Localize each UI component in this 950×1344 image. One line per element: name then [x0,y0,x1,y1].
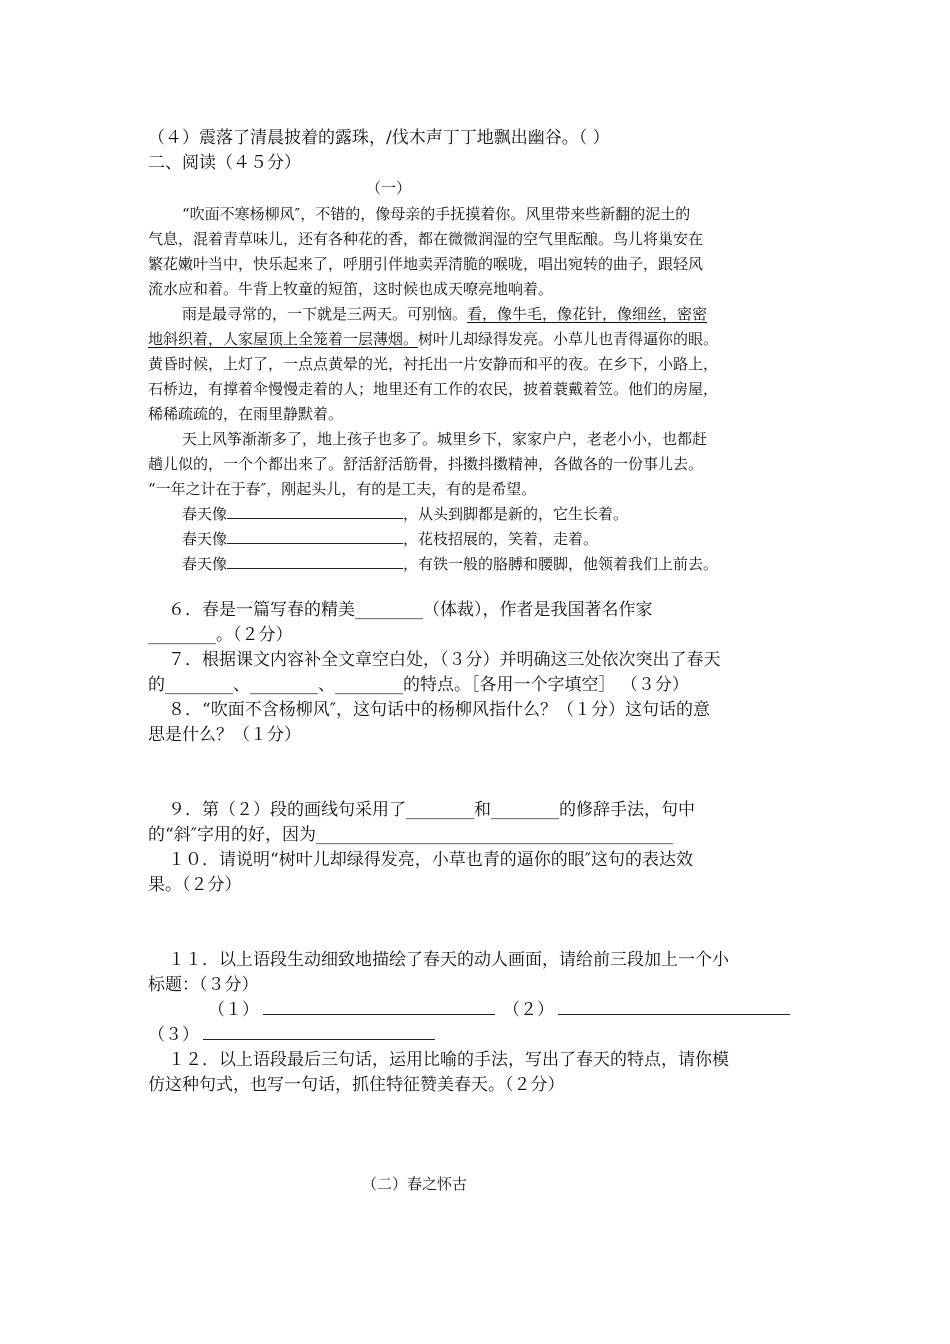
spring-line-3 [182,552,718,576]
q8-line-1: ８．“吹面不含杨柳风″，这句话中的杨柳风指什么？（１分）这句话的意 [168,700,711,720]
p2-line-3: 黄昏时候，上灯了，一点点黄晕的光，衬托出一片安静而和平的夜。在乡下，小路上， [148,355,719,373]
spring-suffix: ，从头到脚都是新的，它生长着。 [403,505,629,523]
underlined-sentence-part1: 看，像牛毛，像花针，像细丝，密密 [467,305,708,323]
q9-line-2: 的“斜″字用的好，因为__________________________________________ [148,825,674,845]
underlined-sentence-part2: 地斜织着，人家屋顶上全笼着一层薄烟。 [148,330,419,348]
p2-line-2-text: 树叶儿却绿得发亮。小草儿也青得逼你的眼。 [418,330,719,348]
q10-line-2: 果。（２分） [148,875,242,895]
p1-line-3: 繁花嫩叶当中，快乐起来了，呼朋引伴地卖弄清脆的喉咙，唱出宛转的曲子，跟轻风 [148,255,704,273]
q12-line-2: 仿这种句式，也写一句话，抓住特征赞美春天。（２分） [148,1075,565,1095]
q9-line-1: ９．第（２）段的画线句采用了________和________的修辞手法，句中 [168,800,695,820]
p1-line-2: 气息，混着青草味儿，还有各种花的香，都在微微润湿的空气里酝酿。鸟儿将巢安在 [148,230,704,248]
q11-subtitle-row-1 [208,998,790,1022]
spring-blank-2[interactable] [227,527,403,544]
p2-line-2 [148,327,718,351]
q12-line-1: １２．以上语段最后三句话，运用比喻的手法，写出了春天的特点，请你模 [168,1050,729,1070]
p3-line-3: “一年之计在于春″，刚起头儿，有的是工夫，有的是希望。 [148,480,537,498]
subtitle-1-blank[interactable] [263,998,495,1015]
p2-line-1-text: 雨是最寻常的，一下就是三两天。可别恼。 [182,305,468,323]
p2-line-4: 石桥边，有撑着伞慢慢走着的人；地里还有工作的农民，披着蓑戴着笠。他们的房屋， [148,380,719,398]
subtitle-1-label: （１） [208,1000,259,1020]
p1-line-1: “吹面不寒杨柳风″，不错的，像母亲的手抚摸着你。风里带来些新翻的泥土的 [182,205,691,223]
spring-prefix: 春天像 [182,530,228,548]
spring-blank-1[interactable] [227,502,403,519]
subtitle-2-label: （２） [503,1000,554,1020]
spring-suffix: ，花枝招展的，笑着，走着。 [403,530,599,548]
subtitle-3-blank[interactable] [203,1023,435,1040]
spring-prefix: 春天像 [182,505,228,523]
q8-line-2: 思是什么？（１分） [148,725,301,745]
q6-line-2: ________。（２分） [148,625,293,645]
spring-line-1 [182,502,628,526]
p2-line-5: 稀稀疏疏的，在雨里静默着。 [148,405,344,423]
p3-line-1: 天上风筝渐渐多了，地上孩子也多了。城里乡下，家家户户，老老小小，也都赶 [182,430,708,448]
p3-line-2: 趟儿似的，一个个都出来了。舒活舒活筋骨，抖擞抖擞精神，各做各的一份事儿去。 [148,455,704,473]
p2-line-1 [182,302,707,326]
q7-line-1: ７．根据课文内容补全文章空白处，（３分）并明确这三处依次突出了春天 [168,650,721,670]
subtitle-3-label: （３） [148,1025,199,1045]
part1-title: （一） [366,179,412,197]
q11-line-2: 标题：（３分） [148,975,259,995]
spring-blank-3[interactable] [227,552,403,569]
q6-line-1: ６．春是一篇写春的精美________（体裁），作者是我国著名作家 [168,600,653,620]
spring-line-2 [182,527,598,551]
q10-line-1: １０．请说明“树叶儿却绿得发亮，小草也青的逼你的眼″这句的表达效 [168,850,694,870]
subtitle-2-blank[interactable] [558,998,790,1015]
q4-line: （４）震落了清晨披着的露珠，/伐木声丁丁地飘出幽谷。（ ） [148,128,610,148]
spring-suffix: ，有铁一般的胳膊和腰脚，他领着我们上前去。 [403,555,719,573]
q11-subtitle-row-2 [148,1023,435,1047]
p1-line-4: 流水应和着。牛背上牧童的短笛，这时候也成天嘹亮地响着。 [148,280,554,298]
q7-line-2: 的________、________、________的特点。［各用一个字填空］ （３分） [148,675,689,695]
spring-prefix: 春天像 [182,555,228,573]
q11-line-1: １１．以上语段生动细致地描绘了春天的动人画面，请给前三段加上一个小 [168,950,729,970]
part2-title: （二）春之怀古 [362,1175,468,1193]
section-title: 二、阅读（４５分） [148,153,301,173]
